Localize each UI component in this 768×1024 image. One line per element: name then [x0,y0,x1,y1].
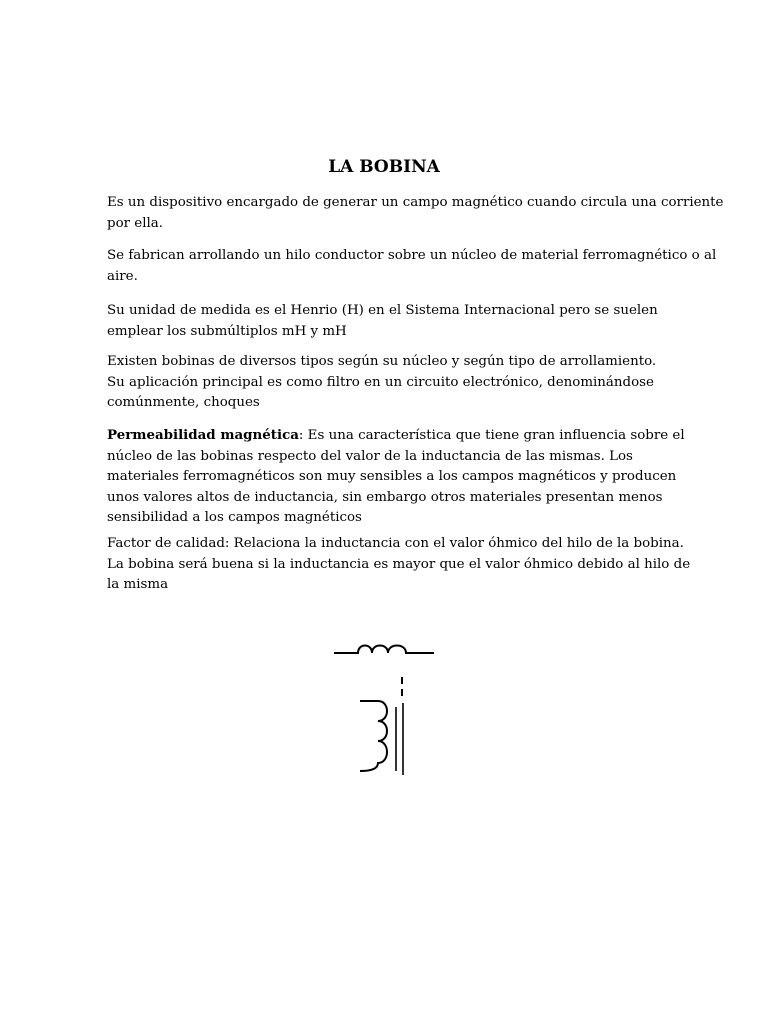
text-line [107,425,685,447]
text-line: la misma [107,577,169,592]
paragraph-quality-factor [107,534,691,596]
term-permeability: Permeabilidad magnética [107,427,299,443]
text-line: emplear los submúltiplos mH y mH [107,323,347,339]
text-line: Es un dispositivo encargado de generar un campo magnético cuando circula una corriente [107,195,724,210]
paragraph-definition [107,193,724,234]
paragraph-permeability [107,425,685,529]
paragraph-construction [107,246,717,287]
term-definition: : Es una característica que tiene gran influencia sobre el [298,428,685,443]
text-line: Su aplicación principal es como filtro en un circuito electrónico, denominándose [107,374,654,390]
text-line: Existen bobinas de diversos tipos según su núcleo y según tipo de arrollamiento. [107,354,657,369]
text-line: Su unidad de medida es el Henrio (H) en el Sistema Internacional pero se suelen [107,303,658,318]
text-line: unos valores altos de inductancia, sin embargo otros materiales presentan menos [107,489,663,505]
text-line: por ella. [107,215,164,231]
text-line: Factor de calidad: Relaciona la inductancia con el valor óhmico del hilo de la bobina. [107,536,684,551]
text-line: aire. [107,268,138,284]
paragraph-unit [107,301,663,342]
air-core-inductor-symbol-icon [330,630,440,670]
text-line: comúnmente, choques [107,395,260,410]
text-line: Se fabrican arrollando un hilo conductor sobre un núcleo de material ferromagnético o al [107,248,717,263]
text-line: núcleo de las bobinas respecto del valor de la inductancia de las mismas. Los [107,448,633,464]
page-title: LA BOBINA [328,157,440,177]
text-line: sensibilidad a los campos magnéticos [107,510,362,525]
text-line: materiales ferromagnéticos son muy sensibles a los campos magnéticos y producen [107,469,677,484]
paragraph-types [107,352,663,414]
iron-core-inductor-symbol-icon [350,673,420,783]
text-line: La bobina será buena si la inductancia es mayor que el valor óhmico debido al hilo de [107,556,691,572]
